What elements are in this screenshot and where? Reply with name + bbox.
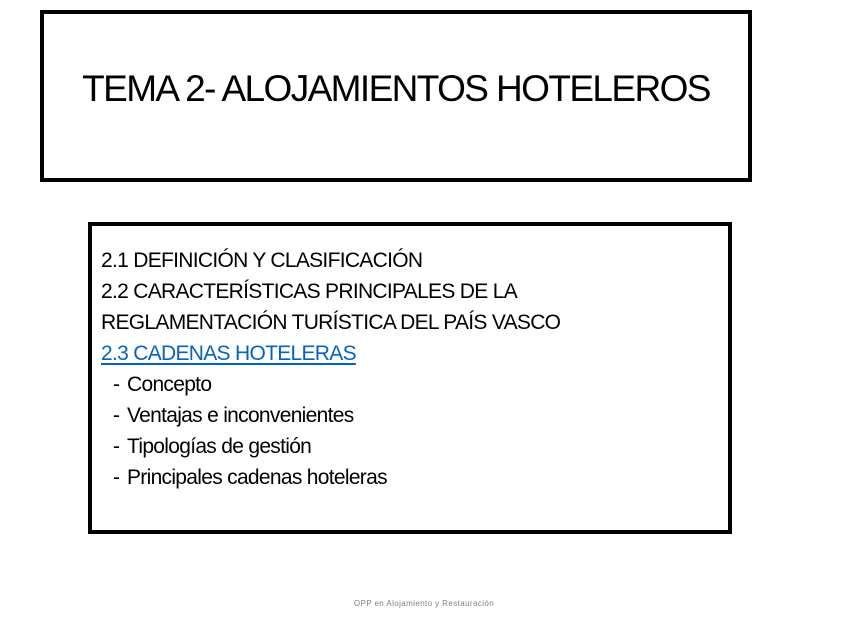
subtopic-label: Concepto xyxy=(127,373,212,396)
topic-2-2-line-2: REGLAMENTACIÓN TURÍSTICA DEL PAÍS VASCO xyxy=(101,311,561,334)
subtopic-principales xyxy=(101,462,728,493)
subtopic-label: Ventajas e inconvenientes xyxy=(127,404,354,427)
dash: - xyxy=(113,373,120,396)
title-box xyxy=(40,10,752,182)
subtopic-concepto xyxy=(101,369,728,400)
subtopic-tipologias xyxy=(101,431,728,462)
footer-text: OPP en Alojamiento y Restauración xyxy=(353,599,495,608)
dash: - xyxy=(113,435,120,458)
topics-box xyxy=(88,222,732,534)
dash: - xyxy=(113,466,120,489)
topic-2-3-link[interactable]: 2.3 CADENAS HOTELERAS xyxy=(101,342,356,365)
dash: - xyxy=(113,404,120,427)
subtopic-label: Principales cadenas hoteleras xyxy=(127,466,387,489)
subtopic-label: Tipologías de gestión xyxy=(127,435,312,458)
topic-2-2-line-1: 2.2 CARACTERÍSTICAS PRINCIPALES DE LA xyxy=(101,280,518,303)
subtopic-ventajas xyxy=(101,400,728,431)
topic-2-1: 2.1 DEFINICIÓN Y CLASIFICACIÓN xyxy=(101,249,423,272)
slide-title: TEMA 2- ALOJAMIENTOS HOTELEROS xyxy=(82,68,710,109)
